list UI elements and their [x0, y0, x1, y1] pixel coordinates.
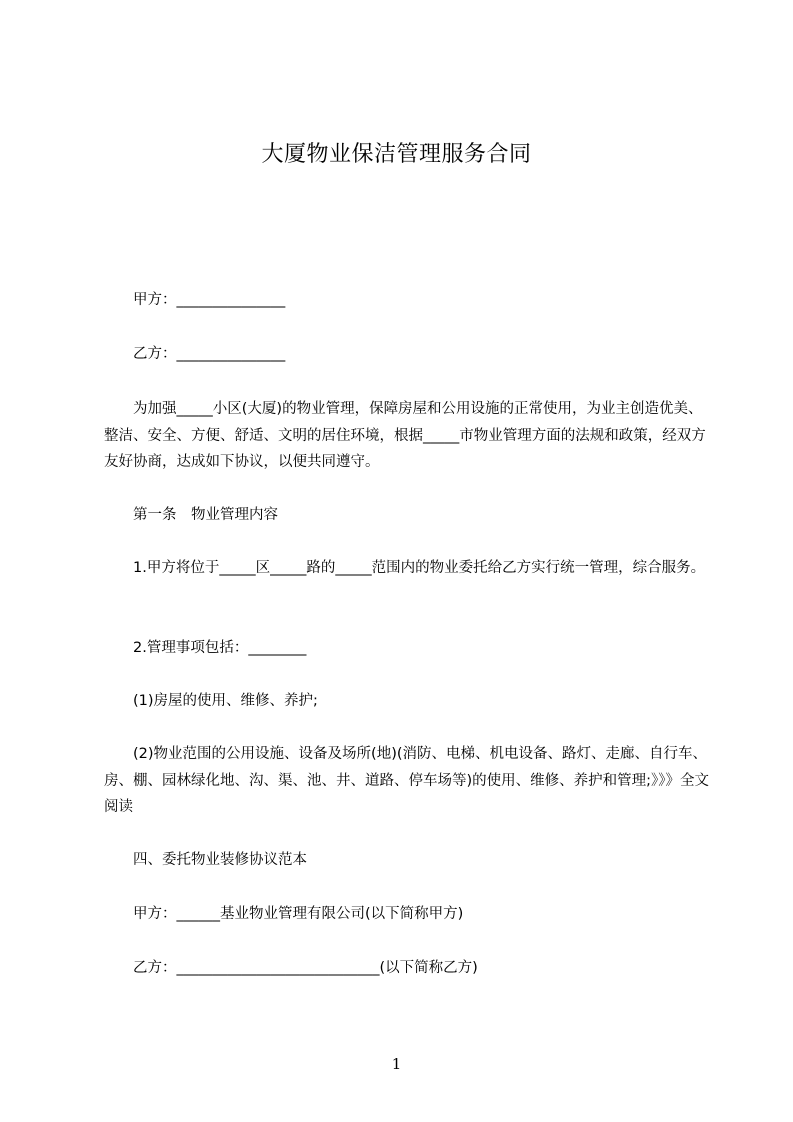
- party-a-line: 甲方：_______________: [104, 292, 286, 308]
- intro-paragraph: 为加强_____小区(大厦)的物业管理，保障房屋和公用设施的正常使用，为业主创造优美、整洁、安全、方便、舒适、文明的居住环境，根据_____市物业管理方面的法规和政策，经双方友好协商，达成如下协议，以便共同遵守。: [104, 401, 706, 470]
- section-four-party-a: 甲方：______基业物业管理有限公司(以下简称甲方): [104, 906, 464, 922]
- clause-2-item-1: (1)房屋的使用、维修、养护;: [104, 693, 318, 709]
- section-four-heading: 四、委托物业装修协议范本: [104, 852, 307, 868]
- document-title: 大厦物业保洁管理服务合同: [261, 142, 532, 167]
- party-b-line: 乙方：_______________: [104, 346, 286, 362]
- section-four-party-b: 乙方：____________________________(以下简称乙方): [104, 960, 478, 976]
- clause-2: 2.管理事项包括：________: [104, 640, 307, 656]
- clause-2-item-2: (2)物业范围的公用设施、设备及场所(地)(消防、电梯、机电设备、路灯、走廊、自行车、房、棚、园林绿化地、沟、渠、池、井、道路、停车场等)的使用、维修、养护和管理;》》》全文阅读: [104, 746, 710, 815]
- article-one-heading: 第一条 物业管理内容: [104, 507, 278, 523]
- page-number: 1: [391, 1055, 402, 1073]
- clause-1: 1.甲方将位于_____区_____路的_____范围内的物业委托给乙方实行统一管理，综合服务。: [104, 560, 706, 576]
